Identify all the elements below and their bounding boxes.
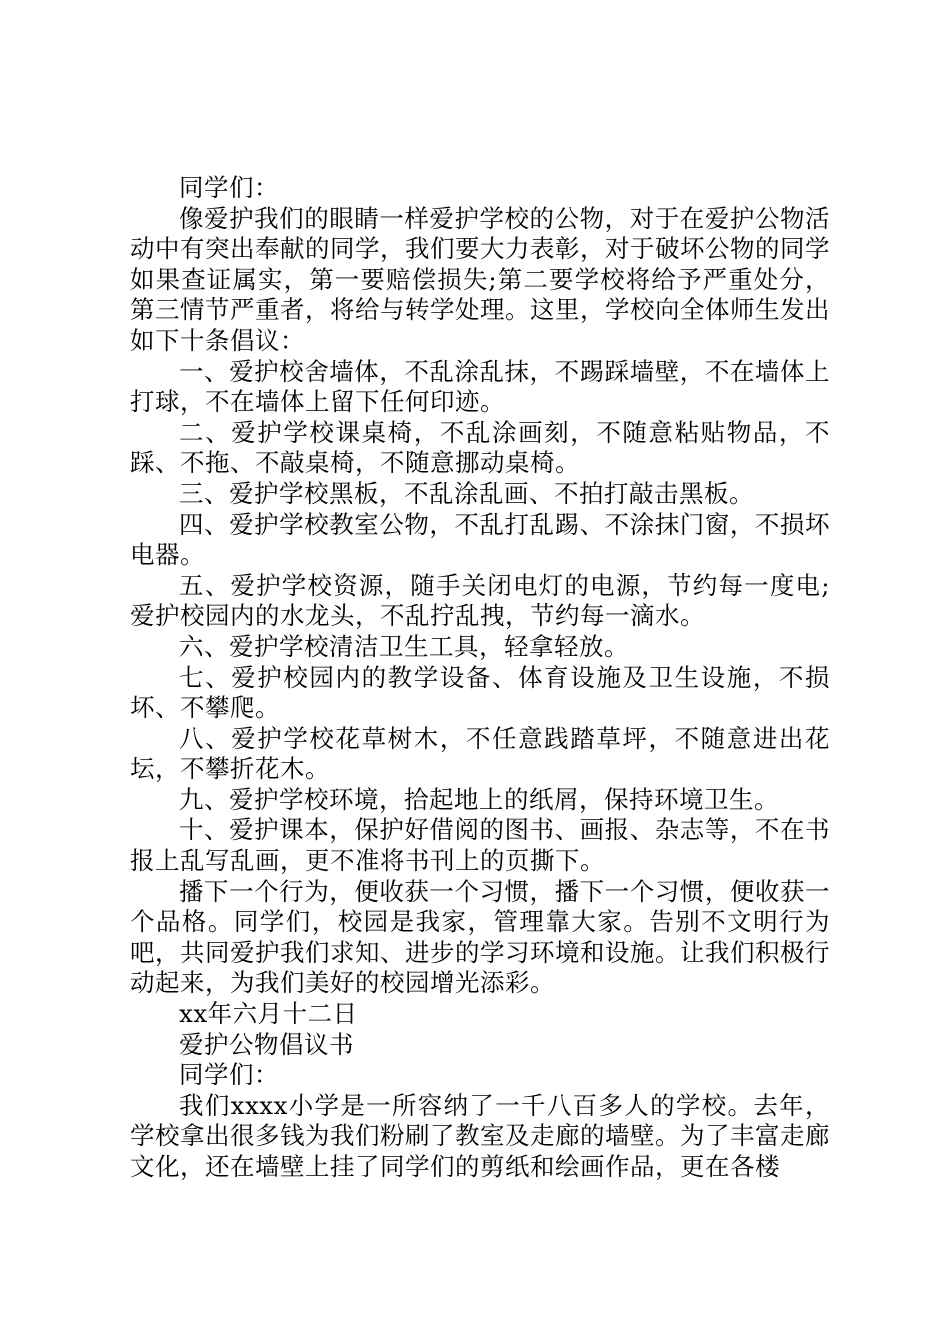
section-title: 爱护公物倡议书: [179, 1029, 354, 1059]
proposal-item-10: 十、爱护课本，保护好借阅的图书、画报、杂志等，不在书报上乱写乱画，更不准将书刊上的页撕下。: [130, 815, 830, 876]
proposal-item-6: 六、爱护学校清洁卫生工具，轻拿轻放。: [179, 631, 629, 661]
greeting: 同学们：: [179, 173, 279, 202]
document-body: [130, 173, 830, 1183]
proposal-item-8: 八、爱护学校花草树木，不任意践踏草坪，不随意进出花坛，不攀折花木。: [130, 723, 830, 784]
paragraph-intro: 像爱护我们的眼睛一样爱护学校的公物，对于在爱护公物活动中有突出奉献的同学，我们要大力表彰，对于破坏公物的同学如果查证属实，第一要赔偿损失;第二要学校将给予严重处分，第三情节严重者，将给与转学处理。这里，学校向全体师生发出如下十条倡议：: [130, 203, 830, 355]
proposal-item-4: 四、爱护学校教室公物，不乱打乱踢、不涂抹门窗，不损坏电器。: [130, 509, 830, 570]
paragraph-school-intro: 我们xxxx小学是一所容纳了一千八百多人的学校。去年，学校拿出很多钱为我们粉刷了教室及走廊的墙壁。为了丰富走廊文化，还在墙壁上挂了同学们的剪纸和绘画作品，更在各楼: [130, 1090, 830, 1181]
proposal-item-3: 三、爱护学校黑板，不乱涂乱画、不拍打敲击黑板。: [179, 478, 754, 508]
paragraph-closing: 播下一个行为，便收获一个习惯，播下一个习惯，便收获一个品格。同学们，校园是我家，管理靠大家。告别不文明行为吧，共同爱护我们求知、进步的学习环境和设施。让我们积极行动起来，为我们美好的校园增光添彩。: [130, 876, 830, 998]
proposal-item-2: 二、爱护学校课桌椅，不乱涂画刻，不随意粘贴物品，不踩、不拖、不敲桌椅，不随意挪动桌椅。: [130, 417, 830, 478]
proposal-item-5: 五、爱护学校资源，随手关闭电灯的电源，节约每一度电;爱护校园内的水龙头，不乱拧乱拽，节约每一滴水。: [130, 570, 830, 631]
date-line: xx年六月十二日: [179, 999, 358, 1029]
proposal-item-7: 七、爱护校园内的教学设备、体育设施及卫生设施，不损坏、不攀爬。: [130, 662, 830, 723]
greeting-2: 同学们：: [179, 1060, 279, 1090]
proposal-item-9: 九、爱护学校环境，拾起地上的纸屑，保持环境卫生。: [179, 784, 779, 814]
proposal-item-1: 一、爱护校舍墙体，不乱涂乱抹，不踢踩墙壁，不在墙体上打球，不在墙体上留下任何印迹。: [130, 356, 830, 417]
